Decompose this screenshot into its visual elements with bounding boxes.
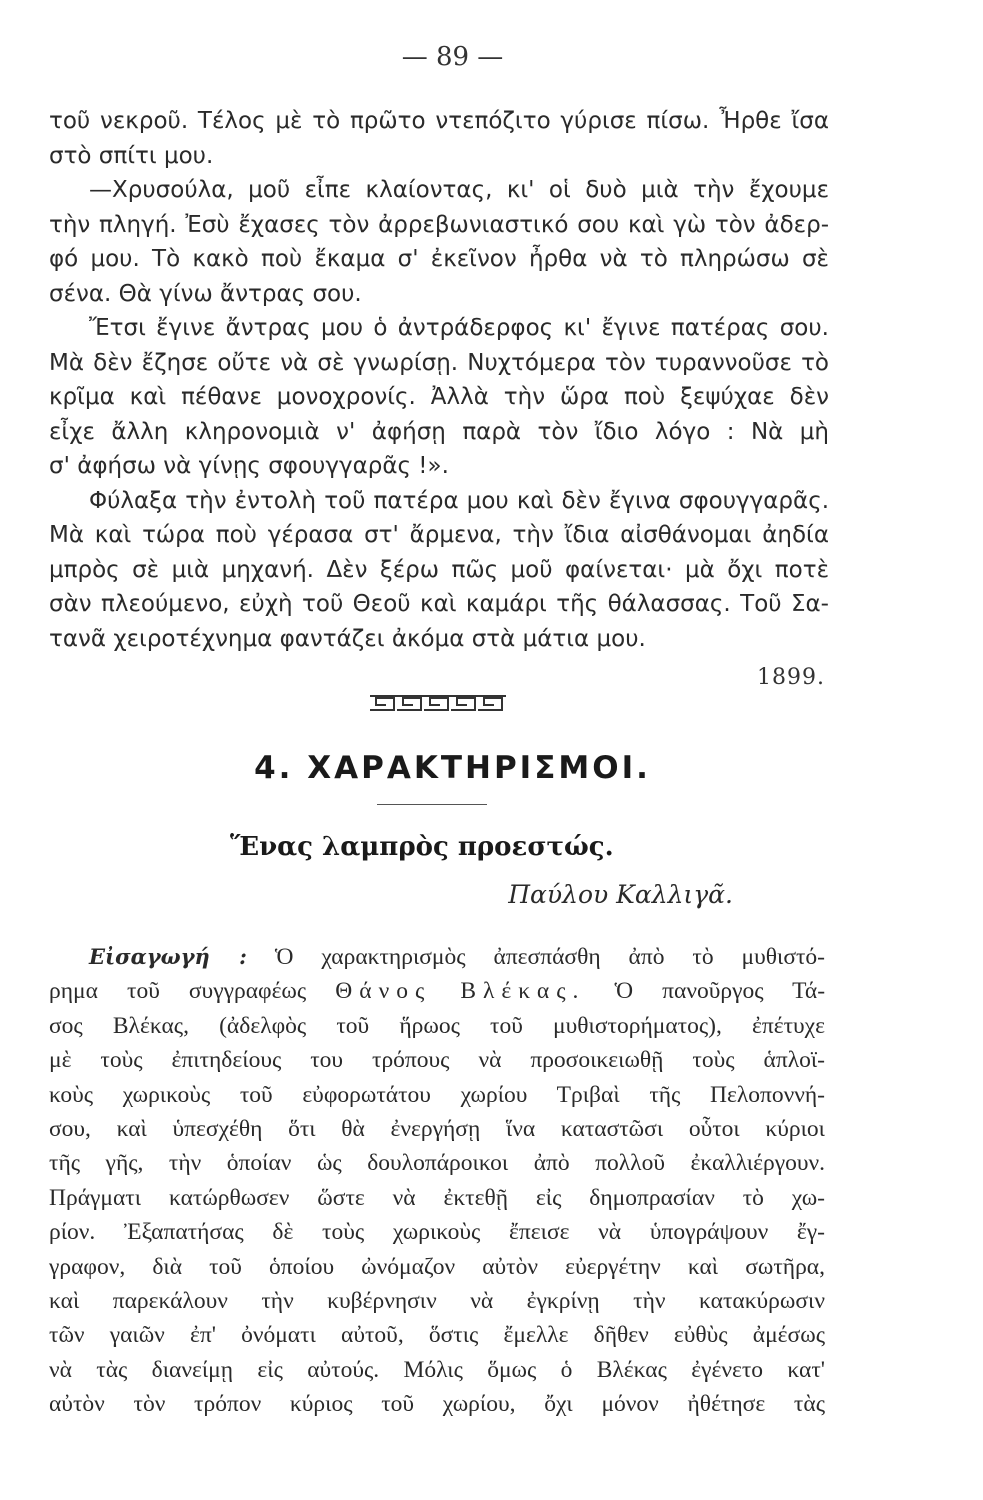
- text-line: κρῖμα καὶ πέθανε μονοχρονίς. Ἀλλὰ τὴν ὥρα ποὺ ξεψύχαε δὲν: [49, 384, 829, 410]
- text-line: ρίον. Ἐξαπατήσας δὲ τοὺς χωρικοὺς ἔπεισε νὰ ὑπογράψουν ἔγ-: [49, 1219, 825, 1246]
- text-line: σὰν πλεούμενο, εὐχὴ τοῦ Θεοῦ καὶ καμάρι τῆς θάλασσας. Τοῦ Σα-: [49, 591, 829, 617]
- text-line: Φύλαξα τὴν ἐντολὴ τοῦ πατέρα μου καὶ δὲν ἔγινα σφουγγαρᾶς.: [89, 487, 829, 514]
- text-line: κοὺς χωρικοὺς τοῦ εὐφορωτάτου χωρίου Τριβαὶ τῆς Πελοποννή-: [49, 1081, 825, 1108]
- page-number: — 89 —: [401, 42, 504, 72]
- text-line: τῆς γῆς, τὴν ὁποίαν ὡς δουλοπάροικοι ἀπὸ πολλοῦ ἐκαλλιέργουν.: [49, 1150, 825, 1177]
- text-fragment: ρημα τοῦ συγγραφέως: [49, 978, 307, 1005]
- author-name: Παύλου Καλλιγᾶ.: [508, 880, 733, 909]
- text-line: στὸ σπίτι μου.: [49, 142, 214, 169]
- greek-key-ornament: [368, 694, 508, 712]
- chapter-title: Ἕνας λαμπρὸς προεστώς.: [230, 832, 614, 862]
- text-line: γραφον, διὰ τοῦ ὁποίου ὠνόμαζον αὐτὸν εὐεργέτην καὶ σωτῆρα,: [49, 1253, 825, 1280]
- text-line: σένα. Θὰ γίνω ἄντρας σου.: [49, 280, 362, 307]
- text-line: φό μου. Τὸ κακὸ ποὺ ἔκαμα σ' ἐκεῖνον ἦρθα νὰ τὸ πληρώσω σὲ: [49, 246, 829, 272]
- text-line: μπρὸς σὲ μιὰ μηχανή. Δὲν ξέρω πῶς μοῦ φαίνεται· μὰ ὄχι ποτὲ: [49, 556, 829, 583]
- text-line: [49, 940, 825, 974]
- text-line: αὐτὸν τὸν τρόπον κύριος τοῦ χωρίου, ὄχι μόνον ἠθέτησε τὰς: [49, 1391, 825, 1418]
- text-line: καὶ παρεκάλουν τὴν κυβέρνησιν νὰ ἐγκρίνῃ τὴν κατακύρωσιν: [49, 1288, 825, 1315]
- section-heading: 4. ΧΑΡΑΚΤΗΡΙΣΜΟΙ.: [254, 750, 651, 786]
- text-line: Πράγματι κατώρθωσεν ὥστε νὰ ἐκτεθῇ εἰς δημοπρασίαν τὸ χω-: [49, 1184, 825, 1211]
- text-line: τοῦ νεκροῦ. Τέλος μὲ τὸ πρῶτο ντεπόζιτο γύρισε πίσω. Ἦρθε ἴσα: [49, 108, 829, 134]
- text-line: σ' ἀφήσω νὰ γίνῃς σφουγγαρᾶς !».: [49, 453, 449, 479]
- author-first-name: Θάνος: [335, 978, 432, 1005]
- text-line: τανᾶ χειροτέχνημα φαντάζει ἀκόμα στὰ μάτια μου.: [49, 625, 646, 652]
- author-last-name: Βλέκας.: [460, 978, 586, 1005]
- text-line: εἶχε ἄλλη κληρονομιὰ ν' ἀφήσῃ παρὰ τὸν ἴδιο λόγο : Νὰ μὴ: [49, 418, 829, 445]
- story-year: 1899.: [757, 665, 825, 690]
- text-line: τῶν γαιῶν ἐπ' ὀνόματι αὐτοῦ, ὅστις ἔμελλε δῆθεν εὐθὺς ἀμέσως: [49, 1322, 825, 1349]
- intro-label: Εἰσαγωγή :: [89, 944, 247, 969]
- text-line: σος Βλέκας, (ἀδελφὸς τοῦ ἥρωος τοῦ μυθιστορήματος), ἐπέτυχε: [49, 1012, 825, 1039]
- text-line: Μὰ δὲν ἔζησε οὔτε νὰ σὲ γνωρίσῃ. Νυχτόμερα τὸν τυραννοῦσε τὸ: [49, 349, 829, 376]
- text-line: Ἔτσι ἔγινε ἄντρας μου ὁ ἀντράδερφος κι' ἔγινε πατέρας σου.: [89, 315, 829, 341]
- text-line: μὲ τοὺς ἐπιτηδείους του τρόπους νὰ προσοικειωθῇ τοὺς ἁπλοϊ-: [49, 1047, 825, 1074]
- text-line: τὴν πληγή. Ἐσὺ ἔχασες τὸν ἀρρεβωνιαστικό σου καὶ γὼ τὸν ἀδερ-: [49, 211, 829, 238]
- text-fragment: Ὁ πανοῦργος Τά-: [614, 978, 826, 1005]
- text-line: νὰ τὰς διανείμῃ εἰς αὐτούς. Μόλις ὅμως ὁ Βλέκας ἐγένετο κατ': [49, 1356, 825, 1383]
- story-text: [49, 104, 829, 656]
- introduction-text: [49, 940, 825, 1422]
- text-line: σου, καὶ ὑπεσχέθη ὅτι θὰ ἐνεργήσῃ ἵνα καταστῶσι οὗτοι κύριοι: [49, 1116, 825, 1143]
- text-line: —Χρυσούλα, μοῦ εἶπε κλαίοντας, κι' οἱ δυὸ μιὰ τὴν ἔχουμε: [89, 177, 829, 203]
- text-line: Μὰ καὶ τώρα ποὺ γέρασα στ' ἄρμενα, τὴν ἴδια αἰσθάνομαι ἀηδία: [49, 522, 829, 548]
- text-fragment: Ὁ χαρακτηρισμὸς ἀπεσπάσθη ἀπὸ τὸ μυθιστό-: [274, 944, 826, 970]
- text-line: [49, 974, 825, 1008]
- divider: [377, 804, 487, 805]
